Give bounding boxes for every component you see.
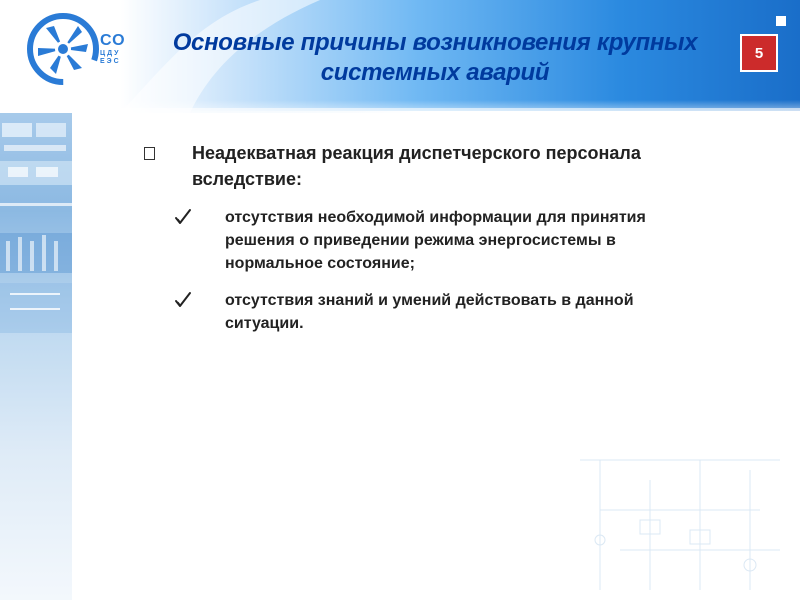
checkmark-icon <box>174 291 192 309</box>
logo-text-line2: ЦДУ <box>100 50 121 57</box>
turbine-logo-icon <box>26 12 100 86</box>
logo-text-line3: ЕЭС <box>100 58 121 65</box>
control-room-photo-strip <box>0 113 72 413</box>
sub-bullet-line: отсутствия знаний и умений действовать в данной <box>225 292 634 309</box>
sub-bullet-line: решения о приведении режима энергосистемы в <box>225 232 616 249</box>
page-number: 5 <box>754 44 764 62</box>
sub-bullet-list <box>130 206 770 335</box>
sub-bullet-item <box>130 289 770 335</box>
sub-bullet-line: отсутствия необходимой информации для принятия <box>225 209 646 226</box>
page-number-badge <box>740 34 778 72</box>
main-bullet <box>130 140 770 192</box>
schematic-background-decoration <box>560 440 800 600</box>
corner-mark <box>776 16 786 26</box>
checkmark-icon <box>174 208 192 226</box>
slide-title <box>140 28 730 88</box>
sub-bullet-line: ситуации. <box>225 315 304 332</box>
main-bullet-line2: вследствие: <box>192 169 302 189</box>
logo-text <box>100 33 126 65</box>
logo-text-line1: СО <box>100 32 126 49</box>
sub-bullet-line: нормальное состояние; <box>225 255 415 272</box>
sub-bullet-item <box>130 206 770 275</box>
header-divider <box>160 111 800 113</box>
slide-title-line2: системных аварий <box>320 59 550 86</box>
slide-title-line1: Основные причины возникновения крупных <box>172 29 698 56</box>
main-bullet-line1: Неадекватная реакция диспетчерского персонала <box>192 143 641 163</box>
slide-content <box>130 140 770 335</box>
square-bullet-icon <box>144 147 155 160</box>
